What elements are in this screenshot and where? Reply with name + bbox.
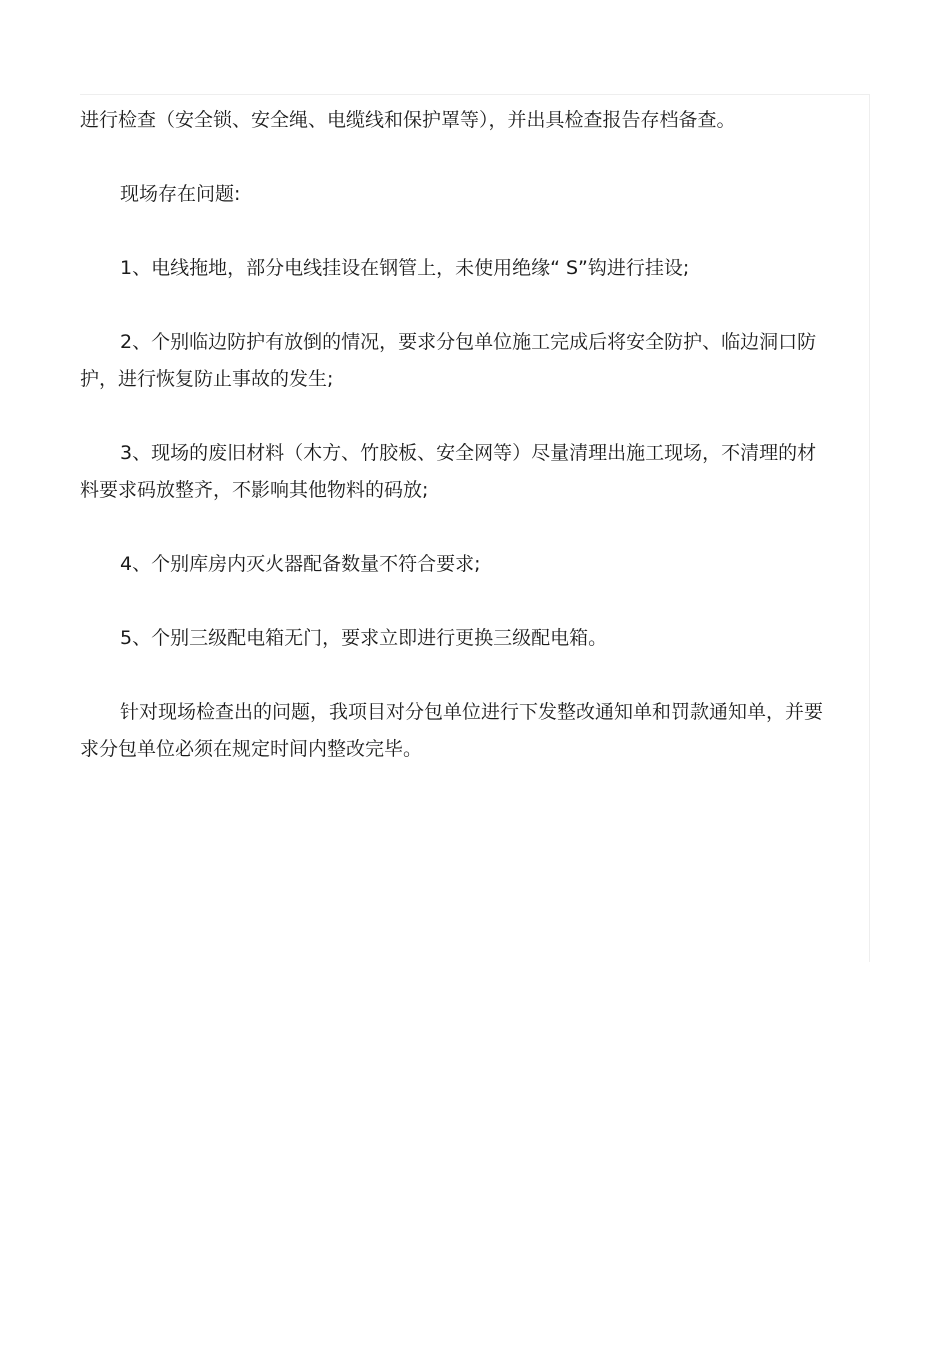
paragraph-issue-1: 1、电线拖地，部分电线挂设在钢管上，未使用绝缘“ S”钩进行挂设; xyxy=(120,257,690,279)
page-top-border xyxy=(80,94,870,95)
paragraph-issue-4: 4、个别库房内灭火器配备数量不符合要求; xyxy=(120,553,481,575)
paragraph-conclusion: 针对现场检查出的问题，我项目对分包单位进行下发整改通知单和罚款通知单，并要求分包单位必须在规定时间内整改完毕。 xyxy=(80,701,824,760)
page-right-border xyxy=(869,94,870,962)
paragraph-issue-2: 2、个别临边防护有放倒的情况，要求分包单位施工完成后将安全防护、临边洞口防护，进行恢复防止事故的发生; xyxy=(80,331,817,390)
paragraph-inspection-continuation: 进行检查（安全锁、安全绳、电缆线和保护罩等），并出具检查报告存档备查。 xyxy=(80,109,736,131)
document-body xyxy=(80,102,825,768)
paragraph-issues-heading: 现场存在问题: xyxy=(120,183,241,205)
paragraph-issue-3: 3、现场的废旧材料（木方、竹胶板、安全网等）尽量清理出施工现场，不清理的材料要求码放整齐，不影响其他物料的码放; xyxy=(80,442,817,501)
paragraph-issue-5: 5、个别三级配电箱无门，要求立即进行更换三级配电箱。 xyxy=(120,627,608,649)
